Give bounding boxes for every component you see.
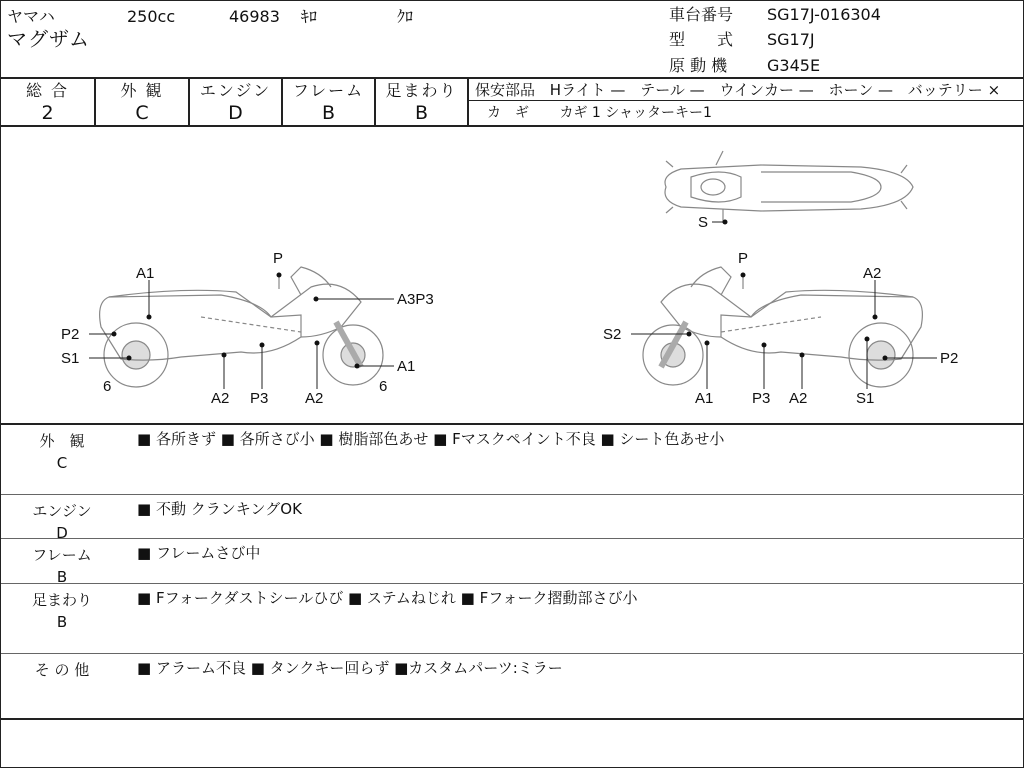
left-side-scooter bbox=[100, 267, 383, 387]
grade-exterior bbox=[96, 79, 190, 125]
mark-label: A2 bbox=[863, 265, 882, 282]
remark-label bbox=[21, 501, 103, 543]
mileage-unit: ｷﾛ bbox=[301, 7, 318, 26]
remark-row-other bbox=[1, 654, 1024, 720]
safety-item: Hライト — bbox=[549, 81, 626, 99]
mark-label: S bbox=[698, 214, 709, 231]
remark-grade: C bbox=[56, 454, 68, 472]
right-side-scooter bbox=[643, 267, 922, 387]
remark-text: ■ アラーム不良 ■ タンクキー回らず ■カスタムパーツ:ミラー bbox=[137, 659, 563, 677]
grade-label: 外 観 bbox=[120, 81, 164, 100]
mark-label: S1 bbox=[856, 390, 875, 407]
grade-value: 2 bbox=[41, 102, 54, 124]
type-value: SG17J bbox=[767, 30, 815, 49]
grades-row bbox=[1, 79, 1024, 127]
mark-label: A1 bbox=[695, 390, 714, 407]
top-view-scooter bbox=[665, 151, 913, 223]
displacement: 250cc bbox=[127, 7, 176, 26]
mark-label: P2 bbox=[61, 326, 80, 343]
mark-label: A1 bbox=[397, 358, 416, 375]
remark-text: ■ 各所きず ■ 各所さび小 ■ 樹脂部色あせ ■ Fマスクペイント不良 ■ シート色あせ小 bbox=[137, 430, 725, 448]
remark-category: エンジン bbox=[32, 502, 92, 520]
key-label: カ ギ bbox=[487, 105, 529, 121]
remark-text: ■ Fフォークダストシールひび ■ ステムねじれ ■ Fフォーク摺動部さび小 bbox=[137, 589, 638, 607]
safety-item: ホーン — bbox=[828, 81, 894, 99]
remark-grade: B bbox=[56, 613, 68, 631]
mark-label: P bbox=[273, 250, 284, 267]
remark-category: 足まわり bbox=[31, 591, 92, 609]
remark-row-suspension bbox=[1, 584, 1024, 654]
grade-label: フレーム bbox=[292, 81, 365, 100]
scooter-diagram bbox=[1, 127, 1024, 423]
engine-value: G345E bbox=[767, 56, 821, 75]
grade-frame bbox=[283, 79, 376, 125]
safety-title: 保安部品 bbox=[475, 81, 536, 99]
mark-dots bbox=[112, 220, 888, 369]
remark-label bbox=[21, 590, 103, 632]
frame-no-label: 車台番号 bbox=[669, 5, 734, 24]
frame-no: SG17J-016304 bbox=[767, 5, 881, 24]
safety-item: ウインカー — bbox=[719, 81, 814, 99]
safety-item: テール — bbox=[640, 81, 705, 99]
mark-label: 6 bbox=[103, 378, 112, 395]
grade-label: 総 合 bbox=[25, 81, 70, 100]
mark-label: 6 bbox=[379, 378, 388, 395]
remark-row-exterior bbox=[1, 425, 1024, 495]
mark-labels bbox=[61, 214, 958, 407]
grade-value: B bbox=[321, 102, 336, 124]
safety-item: バッテリー × bbox=[907, 81, 1001, 99]
grade-suspension bbox=[376, 79, 469, 125]
grade-engine bbox=[190, 79, 283, 125]
mark-label: P3 bbox=[250, 390, 269, 407]
header bbox=[1, 1, 1024, 79]
safety-parts bbox=[469, 79, 1024, 125]
safety-parts-row bbox=[469, 79, 1024, 101]
grade-value: B bbox=[414, 102, 429, 124]
remark-category: そ の 他 bbox=[34, 661, 90, 679]
mark-label: P2 bbox=[940, 350, 959, 367]
remark-label bbox=[21, 545, 103, 587]
key-value: カギ 1 シャッターキー1 bbox=[559, 105, 712, 121]
remark-text: ■ フレームさび中 bbox=[137, 544, 261, 562]
type-label: 型 式 bbox=[669, 30, 734, 49]
remark-row-engine bbox=[1, 495, 1024, 542]
remark-label bbox=[21, 660, 103, 682]
leader-lines bbox=[89, 222, 937, 389]
remark-label bbox=[21, 431, 103, 473]
mark-label: P3 bbox=[752, 390, 771, 407]
color: ｸﾛ bbox=[397, 7, 414, 26]
key-row bbox=[469, 102, 1024, 124]
grade-label: 足まわり bbox=[385, 81, 458, 100]
mark-label: P bbox=[738, 250, 749, 267]
mark-label: A2 bbox=[211, 390, 230, 407]
remark-text: ■ 不動 クランキングOK bbox=[137, 500, 302, 518]
remark-category: フレーム bbox=[32, 546, 92, 564]
grade-value: C bbox=[135, 102, 149, 124]
mark-label: A1 bbox=[136, 265, 155, 282]
remark-grade: D bbox=[56, 524, 68, 542]
engine-label: 原 動 機 bbox=[669, 56, 728, 75]
grade-label: エンジン bbox=[199, 81, 272, 100]
remarks-section bbox=[1, 425, 1024, 769]
damage-diagram bbox=[1, 127, 1024, 425]
remark-grade: B bbox=[56, 568, 68, 586]
grade-value: D bbox=[228, 102, 243, 124]
mark-label: A2 bbox=[789, 390, 808, 407]
maker: ヤマハ bbox=[7, 7, 55, 26]
model-name: マグザム bbox=[7, 27, 90, 51]
mark-label: A3P3 bbox=[397, 291, 434, 308]
mark-label: S1 bbox=[61, 350, 80, 367]
grade-overall bbox=[1, 79, 96, 125]
mark-label: A2 bbox=[305, 390, 324, 407]
mark-label: S2 bbox=[603, 326, 622, 343]
remark-category: 外 観 bbox=[39, 432, 85, 450]
mileage: 46983 bbox=[229, 7, 280, 26]
remark-row-frame bbox=[1, 539, 1024, 584]
